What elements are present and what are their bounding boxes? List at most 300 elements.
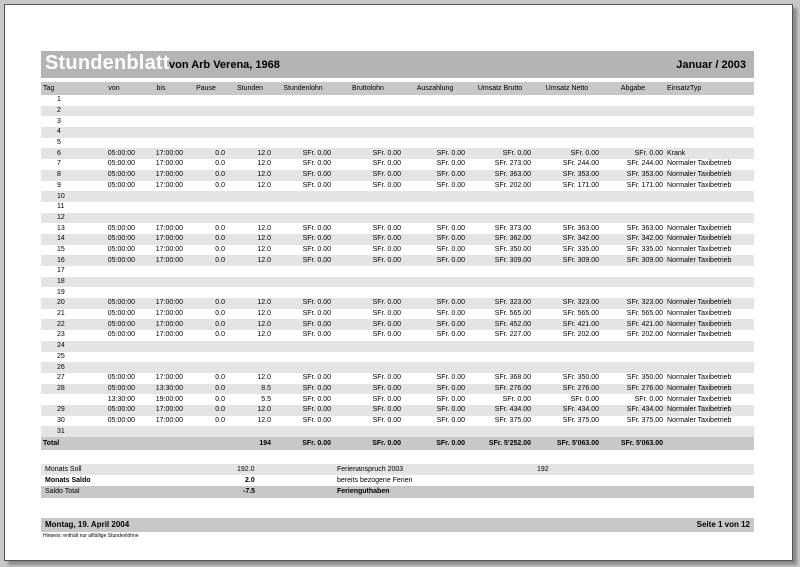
- table-cell: [601, 95, 665, 106]
- table-cell: [185, 213, 227, 224]
- table-cell: [137, 426, 185, 437]
- table-cell: [137, 287, 185, 298]
- table-cell: SFr. 309.00: [467, 255, 533, 266]
- table-cell: SFr. 0.00: [403, 170, 467, 181]
- table-cell: [403, 95, 467, 106]
- table-cell: Normaler Taxibetrieb: [665, 319, 754, 330]
- table-cell: SFr. 375.00: [494, 416, 531, 424]
- table-cell: 0.0: [215, 181, 225, 189]
- table-cell: [227, 341, 273, 352]
- table-cell: [601, 277, 665, 288]
- table-cell: SFr. 0.00: [467, 148, 533, 159]
- table-cell: 31: [41, 426, 91, 437]
- table-cell: [601, 426, 665, 437]
- table-cell: SFr. 244.00: [626, 160, 663, 168]
- table-cell: Normaler Taxibetrieb: [667, 331, 732, 339]
- table-cell: [333, 138, 403, 149]
- table-cell: [467, 287, 533, 298]
- table-row: [41, 426, 754, 437]
- table-cell: SFr. 434.00: [533, 405, 601, 416]
- table-cell: [273, 95, 333, 106]
- table-cell: [227, 352, 273, 363]
- table-cell: [91, 341, 137, 352]
- table-cell: [601, 362, 665, 373]
- table-cell: [227, 202, 273, 213]
- table-cell: 0.0: [215, 224, 225, 232]
- print-date: Montag, 19. April 2004: [45, 520, 130, 529]
- table-cell: SFr. 0.00: [302, 181, 331, 189]
- table-cell: [91, 202, 137, 213]
- table-cell: SFr. 375.00: [626, 416, 663, 424]
- table-cell: 17:00:00: [155, 181, 183, 189]
- table-cell: 12.0: [227, 148, 273, 159]
- table-cell: [137, 127, 185, 138]
- table-cell: [665, 341, 754, 352]
- table-cell: SFr. 0.00: [533, 148, 601, 159]
- table-cell: SFr. 0.00: [273, 384, 333, 395]
- total-cell: [137, 437, 185, 450]
- table-cell: 5: [57, 139, 61, 147]
- table-cell: SFr. 276.00: [533, 384, 601, 395]
- table-cell: [467, 266, 533, 277]
- table-cell: 05:00:00: [107, 224, 135, 232]
- table-cell: [467, 341, 533, 352]
- table-cell: SFr. 350.00: [494, 245, 531, 253]
- table-cell: 05:00:00: [91, 405, 137, 416]
- table-cell: [533, 362, 601, 373]
- total-row: [41, 437, 754, 450]
- table-cell: [137, 362, 185, 373]
- table-cell: SFr. 0.00: [436, 245, 465, 253]
- table-cell: [91, 138, 137, 149]
- table-cell: SFr. 0.00: [273, 234, 333, 245]
- table-cell: SFr. 421.00: [533, 319, 601, 330]
- table-cell: 17:00:00: [155, 374, 183, 382]
- table-cell: [533, 116, 601, 127]
- table-cell: [467, 426, 533, 437]
- table-cell: 0.0: [185, 170, 227, 181]
- table-cell: [333, 352, 403, 363]
- table-cell: [185, 362, 227, 373]
- table-cell: 12.0: [257, 331, 271, 339]
- summary-row-saldo: [41, 475, 754, 486]
- table-cell: [665, 202, 754, 213]
- table-cell: [665, 106, 754, 117]
- table-cell: SFr. 362.00: [467, 234, 533, 245]
- table-cell: SFr. 0.00: [302, 160, 331, 168]
- table-row: [41, 319, 754, 330]
- table-cell: [533, 127, 601, 138]
- table-cell: [185, 106, 227, 117]
- table-cell: [665, 213, 754, 224]
- table-cell: Normaler Taxibetrieb: [667, 245, 732, 253]
- table-cell: SFr. 363.00: [562, 224, 599, 232]
- table-cell: 12.0: [257, 310, 271, 318]
- table-cell: SFr. 0.00: [273, 148, 333, 159]
- table-cell: [185, 202, 227, 213]
- table-cell: [533, 213, 601, 224]
- table-cell: SFr. 0.00: [273, 319, 333, 330]
- column-header: Pause: [185, 82, 227, 95]
- table-cell: 05:00:00: [91, 384, 137, 395]
- table-cell: 0.0: [215, 416, 225, 424]
- table-cell: Normaler Taxibetrieb: [667, 310, 732, 318]
- table-cell: SFr. 171.00: [626, 181, 663, 189]
- report-page: [4, 4, 793, 561]
- table-cell: SFr. 0.00: [302, 331, 331, 339]
- table-cell: 05:00:00: [91, 319, 137, 330]
- table-row: [41, 223, 754, 234]
- ferienanspruch-label: Ferienanspruch 2003: [337, 466, 404, 473]
- table-cell: [665, 352, 754, 363]
- table-cell: 3: [57, 117, 61, 125]
- table-cell: [665, 266, 754, 277]
- total-cell: Total: [41, 437, 91, 450]
- table-cell: [333, 213, 403, 224]
- table-cell: 17:00:00: [137, 405, 185, 416]
- table-cell: SFr. 227.00: [494, 331, 531, 339]
- table-cell: SFr. 565.00: [626, 310, 663, 318]
- table-cell: [91, 213, 137, 224]
- table-row: [41, 405, 754, 416]
- table-row: [41, 159, 754, 170]
- table-cell: SFr. 0.00: [403, 148, 467, 159]
- saldo-total-value: -7.5: [243, 488, 256, 495]
- table-cell: SFr. 350.00: [562, 374, 599, 382]
- table-cell: Normaler Taxibetrieb: [667, 224, 732, 232]
- table-cell: [403, 106, 467, 117]
- table-cell: SFr. 0.00: [372, 160, 401, 168]
- table-row: [41, 309, 754, 320]
- table-cell: [91, 106, 137, 117]
- column-header: Stunden: [227, 82, 273, 95]
- table-cell: [533, 277, 601, 288]
- table-cell: [333, 362, 403, 373]
- table-row: [41, 234, 754, 245]
- table-cell: [333, 341, 403, 352]
- table-row: [41, 298, 754, 309]
- table-cell: [185, 95, 227, 106]
- report-period: Januar / 2003: [676, 59, 746, 71]
- table-cell: 27: [57, 374, 65, 382]
- table-row: [41, 213, 754, 224]
- table-cell: [665, 362, 754, 373]
- table-cell: [273, 341, 333, 352]
- table-cell: [333, 106, 403, 117]
- table-cell: 0.0: [185, 255, 227, 266]
- column-header: EinsatzTyp: [665, 82, 754, 95]
- table-cell: 0.0: [215, 310, 225, 318]
- table-cell: [185, 266, 227, 277]
- table-cell: [273, 213, 333, 224]
- table-cell: SFr. 0.00: [372, 310, 401, 318]
- table-cell: [227, 277, 273, 288]
- table-cell: SFr. 202.00: [494, 181, 531, 189]
- table-cell: Normaler Taxibetrieb: [665, 298, 754, 309]
- column-header: Umsatz Netto: [533, 82, 601, 95]
- table-cell: [333, 95, 403, 106]
- table-row: [41, 373, 754, 384]
- table-cell: [665, 95, 754, 106]
- table-cell: 15: [57, 245, 65, 253]
- table-cell: 0.0: [215, 331, 225, 339]
- table-cell: 17:00:00: [137, 148, 185, 159]
- table-cell: [333, 287, 403, 298]
- table-cell: [227, 191, 273, 202]
- table-cell: SFr. 0.00: [372, 224, 401, 232]
- table-cell: [533, 266, 601, 277]
- table-cell: [91, 352, 137, 363]
- table-cell: [273, 191, 333, 202]
- table-cell: [185, 277, 227, 288]
- table-row: [41, 352, 754, 363]
- table-cell: SFr. 0.00: [436, 331, 465, 339]
- table-cell: 12.0: [227, 319, 273, 330]
- table-row: [41, 138, 754, 149]
- table-cell: [467, 352, 533, 363]
- table-cell: [185, 341, 227, 352]
- table-cell: Normaler Taxibetrieb: [665, 170, 754, 181]
- table-cell: SFr. 0.00: [601, 148, 665, 159]
- table-cell: 0.0: [215, 374, 225, 382]
- table-cell: [91, 127, 137, 138]
- table-cell: 0.0: [185, 384, 227, 395]
- table-cell: [403, 426, 467, 437]
- table-cell: 2: [41, 106, 91, 117]
- table-cell: [273, 202, 333, 213]
- table-cell: 24: [41, 341, 91, 352]
- table-cell: SFr. 0.00: [372, 374, 401, 382]
- timesheet-table: [41, 82, 754, 450]
- table-cell: Normaler Taxibetrieb: [667, 374, 732, 382]
- table-cell: [273, 127, 333, 138]
- table-cell: [185, 138, 227, 149]
- table-cell: SFr. 0.00: [436, 374, 465, 382]
- employee-name: von Arb Verena, 1968: [169, 59, 280, 71]
- table-cell: Normaler Taxibetrieb: [665, 234, 754, 245]
- table-row: [41, 266, 754, 277]
- total-cell: SFr. 0.00: [273, 437, 333, 450]
- footer-hint: Hinweis: enthält nur allfällige Stundenlöhne: [43, 533, 139, 539]
- table-cell: 29: [41, 405, 91, 416]
- table-cell: [533, 352, 601, 363]
- table-cell: 13:30:00: [107, 395, 135, 403]
- table-cell: 12.0: [257, 160, 271, 168]
- table-cell: [227, 362, 273, 373]
- table-cell: 0.0: [215, 395, 225, 403]
- table-row: [41, 181, 754, 192]
- table-cell: SFr. 0.00: [570, 395, 599, 403]
- table-cell: 8: [41, 170, 91, 181]
- table-row: [41, 384, 754, 395]
- table-cell: [467, 95, 533, 106]
- table-cell: [227, 116, 273, 127]
- table-cell: [227, 213, 273, 224]
- table-cell: SFr. 0.00: [302, 416, 331, 424]
- table-row: [41, 277, 754, 288]
- table-cell: 17:00:00: [155, 310, 183, 318]
- table-cell: [601, 106, 665, 117]
- table-cell: 12: [41, 213, 91, 224]
- table-cell: SFr. 373.00: [494, 224, 531, 232]
- table-cell: [403, 202, 467, 213]
- soll-value: 192.0: [237, 466, 255, 473]
- table-cell: [665, 191, 754, 202]
- table-cell: SFr. 323.00: [601, 298, 665, 309]
- table-cell: Normaler Taxibetrieb: [665, 384, 754, 395]
- table-cell: [533, 95, 601, 106]
- table-cell: Krank: [665, 148, 754, 159]
- table-cell: 22: [41, 319, 91, 330]
- table-cell: SFr. 375.00: [562, 416, 599, 424]
- summary-row-saldo-total: [41, 486, 754, 498]
- table-cell: 17:00:00: [155, 224, 183, 232]
- table-cell: [91, 362, 137, 373]
- table-cell: SFr. 0.00: [372, 331, 401, 339]
- table-cell: [601, 202, 665, 213]
- table-cell: SFr. 323.00: [467, 298, 533, 309]
- table-cell: 05:00:00: [107, 416, 135, 424]
- table-cell: SFr. 0.00: [502, 395, 531, 403]
- table-cell: SFr. 452.00: [467, 319, 533, 330]
- table-cell: SFr. 0.00: [403, 255, 467, 266]
- guthaben-label: Ferienguthaben: [337, 488, 390, 495]
- table-cell: SFr. 0.00: [333, 384, 403, 395]
- table-cell: [467, 362, 533, 373]
- table-row: [41, 127, 754, 138]
- table-cell: [273, 138, 333, 149]
- table-cell: 17:00:00: [155, 331, 183, 339]
- table-cell: SFr. 565.00: [562, 310, 599, 318]
- table-cell: SFr. 0.00: [333, 298, 403, 309]
- table-cell: [533, 191, 601, 202]
- table-cell: [185, 287, 227, 298]
- table-cell: SFr. 421.00: [601, 319, 665, 330]
- table-cell: Normaler Taxibetrieb: [667, 181, 732, 189]
- table-cell: [227, 127, 273, 138]
- table-cell: [533, 202, 601, 213]
- table-cell: SFr. 0.00: [333, 255, 403, 266]
- table-cell: SFr. 0.00: [302, 310, 331, 318]
- column-header: Umsatz Brutto: [467, 82, 533, 95]
- table-cell: [665, 287, 754, 298]
- table-cell: SFr. 276.00: [467, 384, 533, 395]
- table-cell: SFr. 350.00: [626, 374, 663, 382]
- table-cell: Normaler Taxibetrieb: [667, 395, 732, 403]
- table-row: [41, 148, 754, 159]
- table-cell: SFr. 0.00: [333, 405, 403, 416]
- table-cell: SFr. 0.00: [634, 395, 663, 403]
- table-cell: [333, 127, 403, 138]
- total-cell: [91, 437, 137, 450]
- table-cell: 17:00:00: [137, 170, 185, 181]
- table-cell: [185, 127, 227, 138]
- table-cell: [185, 352, 227, 363]
- table-cell: SFr. 565.00: [494, 310, 531, 318]
- table-cell: [403, 213, 467, 224]
- table-row: [41, 255, 754, 266]
- table-cell: [137, 202, 185, 213]
- table-cell: 05:00:00: [107, 331, 135, 339]
- table-cell: SFr. 202.00: [562, 331, 599, 339]
- table-cell: [665, 426, 754, 437]
- table-cell: [601, 341, 665, 352]
- saldo-total-label: Saldo Total: [45, 488, 80, 495]
- table-cell: [403, 341, 467, 352]
- table-cell: [403, 116, 467, 127]
- footer-bar: [41, 518, 754, 532]
- table-cell: SFr. 0.00: [273, 170, 333, 181]
- table-cell: SFr. 0.00: [436, 160, 465, 168]
- table-cell: [403, 362, 467, 373]
- table-cell: [273, 352, 333, 363]
- table-cell: [273, 277, 333, 288]
- total-cell: SFr. 5'063.00: [533, 437, 601, 450]
- table-row: [41, 330, 754, 341]
- table-cell: [137, 95, 185, 106]
- table-row: [41, 202, 754, 213]
- table-cell: [273, 426, 333, 437]
- table-cell: SFr. 0.00: [403, 234, 467, 245]
- table-cell: [333, 116, 403, 127]
- table-row: [41, 287, 754, 298]
- table-cell: SFr. 323.00: [533, 298, 601, 309]
- table-cell: 30: [57, 416, 65, 424]
- table-cell: SFr. 0.00: [403, 384, 467, 395]
- table-cell: [273, 106, 333, 117]
- table-cell: SFr. 0.00: [372, 181, 401, 189]
- table-row: [41, 362, 754, 373]
- table-cell: [91, 266, 137, 277]
- table-cell: 05:00:00: [91, 298, 137, 309]
- table-cell: SFr. 368.00: [494, 374, 531, 382]
- table-cell: [227, 95, 273, 106]
- table-cell: [333, 277, 403, 288]
- table-cell: SFr. 202.00: [626, 331, 663, 339]
- table-cell: [137, 352, 185, 363]
- table-cell: [665, 277, 754, 288]
- table-cell: [467, 106, 533, 117]
- table-cell: [137, 138, 185, 149]
- table-cell: Normaler Taxibetrieb: [665, 255, 754, 266]
- table-cell: 21: [57, 310, 65, 318]
- soll-label: Monats Soll: [45, 466, 82, 473]
- table-cell: SFr. 276.00: [601, 384, 665, 395]
- ferienanspruch-value: 192: [537, 466, 549, 473]
- table-cell: 12.0: [257, 416, 271, 424]
- table-cell: SFr. 0.00: [403, 319, 467, 330]
- table-cell: [403, 352, 467, 363]
- table-cell: [533, 426, 601, 437]
- table-cell: [91, 426, 137, 437]
- table-cell: [601, 127, 665, 138]
- table-cell: 05:00:00: [91, 234, 137, 245]
- total-cell: SFr. 0.00: [333, 437, 403, 450]
- table-cell: 12.0: [257, 245, 271, 253]
- table-cell: SFr. 0.00: [372, 416, 401, 424]
- table-cell: [185, 191, 227, 202]
- table-cell: 05:00:00: [107, 181, 135, 189]
- table-cell: [665, 138, 754, 149]
- table-cell: SFr. 171.00: [562, 181, 599, 189]
- table-cell: SFr. 434.00: [601, 405, 665, 416]
- table-cell: [467, 116, 533, 127]
- table-cell: SFr. 363.00: [467, 170, 533, 181]
- table-cell: [601, 266, 665, 277]
- table-cell: SFr. 0.00: [302, 224, 331, 232]
- table-cell: 12.0: [227, 405, 273, 416]
- table-cell: SFr. 0.00: [273, 255, 333, 266]
